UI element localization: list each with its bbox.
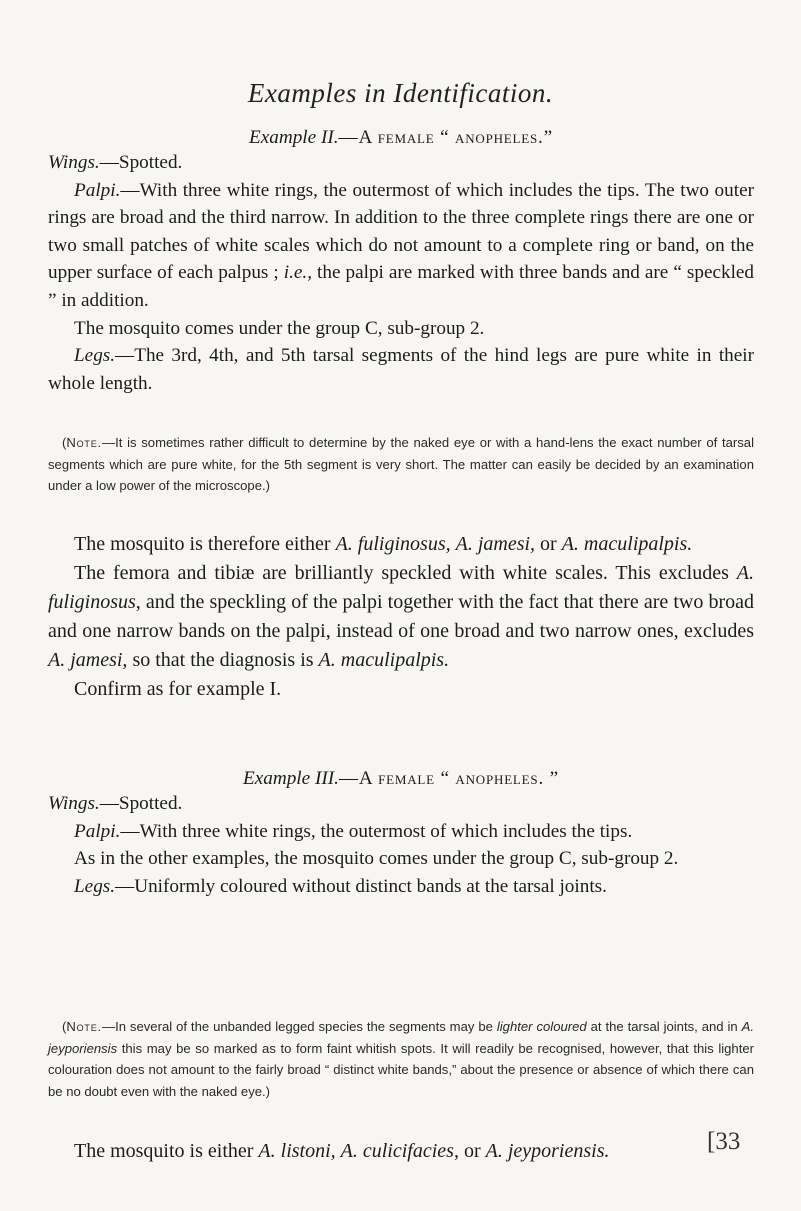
wings-paragraph: Wings.—Spotted. — [48, 152, 183, 173]
running-head: Examples in Identification. — [247, 78, 554, 108]
diagnosis-section-2 — [48, 1137, 754, 1166]
legs-paragraph-3: Legs.—Uniformly coloured without distinct bands at the tarsal joints. — [74, 875, 607, 897]
femora-paragraph: The femora and tibiæ are brilliantly speckled with white scales. This excludes A. fuliginosus, and the speckling of the palpi together with the fact that there are two broad and one narrow bands on the palpi, instead of one broad and two narrow ones, excludes A. jamesi, so that the diagnosis is A. maculipalpis. — [48, 562, 755, 671]
note-1: (Note.—It is sometimes rather difficult to determine by the naked eye or with a hand-lens the exact number of tarsal segments which are pure white, for the 5th segment is very short. The matter can easily be decided by an examination under a low power of the microscope.) — [48, 435, 754, 494]
either-paragraph: The mosquito is either A. listoni, A. culicifacies, or A. jeyporiensis. — [74, 1140, 610, 1162]
example-2-heading: Example II.—A female “ anopheles.” — [249, 127, 553, 148]
confirm-paragraph: Confirm as for example I. — [74, 678, 282, 700]
diagnosis-section-1 — [48, 530, 754, 704]
legs-paragraph: Legs.—The 3rd, 4th, and 5th tarsal segments of the hind legs are pure white in their whole length. — [48, 345, 754, 394]
wings-paragraph-3: Wings.—Spotted. — [48, 793, 183, 814]
page-number: [33 — [707, 1128, 741, 1155]
example-3-heading: Example III.—A female “ anopheles. ” — [243, 768, 559, 789]
palpi-paragraph-3: Palpi.—With three white rings, the outermost of which includes the tips. — [74, 820, 633, 842]
palpi-paragraph: Palpi.—With three white rings, the outermost of which includes the tips. The two outer rings are broad and the third narrow. In addition to the three complete rings there are one or two small patches of white scales which do not amount to a complete ring or band, on the upper surface of each palpus ; i.e., the palpi are marked with three bands and are “ speckled ” in addition. — [48, 179, 755, 311]
example-3-section — [48, 768, 754, 900]
therefore-paragraph: The mosquito is therefore either A. fuliginosus, A. jamesi, or A. maculipalpis. — [74, 533, 693, 555]
group-paragraph-3: As in the other examples, the mosquito comes under the group C, sub-group 2. — [74, 848, 679, 870]
example-2-section — [48, 127, 754, 397]
group-paragraph: The mosquito comes under the group C, sub-group 2. — [74, 317, 485, 339]
note-2: (Note.—In several of the unbanded legged species the segments may be lighter coloured at the tarsal joints, and in A. jeyporiensis this may be so marked as to form faint whitish spots. It will readily be recognised, however, that this lighter colouration does not amount to the fairly broad “ distinct white bands,” about the presence or absence of which there can be no doubt even with the naked eye.) — [48, 1019, 754, 1100]
